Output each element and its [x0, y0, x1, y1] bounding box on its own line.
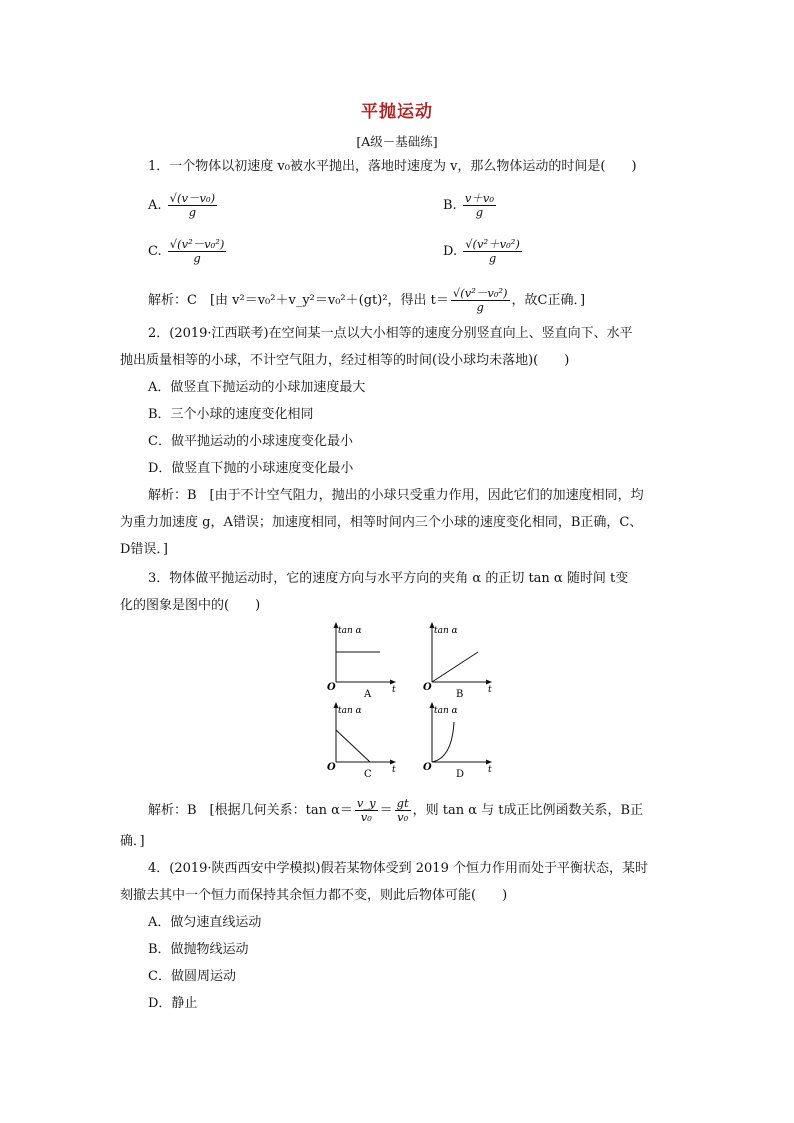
q2-option-c: C．做平抛运动的小球速度变化最小	[148, 434, 353, 449]
q1-option-c-fraction	[168, 238, 227, 265]
arrow-icon	[334, 622, 339, 628]
graph-c-curve	[336, 730, 370, 762]
fraction-numerator: √(v²＋v₀²)	[465, 237, 520, 251]
q2-option-b: B．三个小球的速度变化相同	[148, 407, 314, 422]
graph-a-y-label: tan α	[338, 626, 362, 636]
q1-option-b	[443, 192, 498, 219]
q3-stem-line2: 化的图象是图中的( )	[120, 598, 261, 613]
section-level-label: [A级－基础练]	[356, 134, 438, 149]
graph-d	[418, 700, 498, 780]
arrow-icon	[430, 702, 435, 708]
q2-stem-line1: 2．(2019·江西联考)在空间某一点以大小相等的速度分别竖直向上、竖直向下、水平	[148, 326, 633, 341]
q2-option-a: A．做竖直下抛运动的小球加速度最大	[148, 380, 366, 395]
fraction-numerator: v＋v₀	[464, 191, 494, 205]
q1-answer-fraction	[451, 287, 510, 314]
fraction-numerator: gt	[396, 796, 409, 810]
fraction-denominator: g	[475, 205, 484, 219]
arrow-icon	[486, 760, 492, 765]
q3-answer-tail: ，则 tan α 与 t成正比例函数关系，B正	[412, 803, 644, 818]
graph-a	[322, 620, 402, 700]
q2-answer-line2: 为重力加速度 g，A错误；加速度相同，相等时间内三个小球的速度变化相同，B正确，C、	[120, 515, 643, 530]
fraction-denominator: v₀	[360, 810, 372, 824]
q1-stem: 1．一个物体以初速度 v₀被水平抛出，落地时速度为 v，那么物体运动的时间是( )	[148, 159, 637, 174]
graph-c-label: C	[364, 769, 372, 780]
q1-option-b-fraction	[463, 192, 496, 219]
arrow-icon	[430, 622, 435, 628]
fraction-numerator: √(v－v₀)	[169, 191, 216, 205]
fraction-denominator: g	[476, 300, 484, 314]
q4-option-b: B．做抛物线运动	[148, 942, 249, 957]
graph-c-y-label: tan α	[338, 706, 362, 716]
q3-answer-fraction-1	[355, 797, 378, 824]
graph-a-origin: O	[327, 682, 336, 693]
graph-d-x-label: t	[488, 765, 492, 775]
arrow-icon	[390, 760, 396, 765]
q3-stem-line1: 3．物体做平抛运动时，它的速度方向与水平方向的夹角 α 的正切 tan α 随时间 t变	[148, 571, 629, 586]
q4-option-d: D．静止	[148, 996, 198, 1011]
q3-answer-line1	[148, 797, 643, 824]
graph-b-origin: O	[423, 682, 432, 693]
q1-answer-tail: ，故C正确．]	[511, 293, 586, 308]
q4-option-c: C．做圆周运动	[148, 969, 236, 984]
fraction-numerator: √(v²－v₀²)	[452, 286, 508, 300]
page-title: 平抛运动	[361, 102, 433, 122]
graph-c-x-label: t	[392, 765, 396, 775]
graph-a-label: A	[364, 689, 372, 700]
q1-option-d-label: D.	[443, 244, 458, 259]
q3-answer-fraction-2	[395, 797, 411, 824]
graph-d-label: D	[456, 769, 465, 780]
q1-option-b-label: B.	[443, 198, 457, 213]
q1-option-d-fraction	[463, 238, 522, 265]
q1-option-c-label: C.	[148, 244, 162, 259]
graph-b-x-label: t	[488, 685, 492, 695]
q1-option-d	[443, 238, 524, 265]
fraction-denominator: v₀	[397, 810, 409, 824]
graph-d-origin: O	[423, 762, 432, 773]
q3-answer-text: 解析：B [根据几何关系：tan α＝	[148, 803, 353, 818]
graph-d-y-label: tan α	[434, 706, 458, 716]
graph-b	[418, 620, 498, 700]
graph-b-y-label: tan α	[434, 626, 458, 636]
fraction-numerator: v_y	[356, 796, 376, 810]
q4-stem-line2: 刻撤去其中一个恒力而保持其余恒力都不变，则此后物体可能( )	[120, 888, 508, 903]
q2-option-d: D．做竖直下抛的小球速度变化最小	[148, 461, 354, 476]
q1-answer-text: 解析：C [由 v²＝v₀²＋v_y²＝v₀²＋(gt)²，得出 t＝	[148, 293, 449, 308]
q3-answer-equals: ＝	[379, 803, 393, 818]
graph-c	[322, 700, 402, 780]
graph-d-curve	[432, 722, 454, 762]
q1-answer	[148, 287, 585, 314]
q1-option-a-label: A.	[148, 198, 162, 213]
fraction-numerator: √(v²－v₀²)	[169, 237, 225, 251]
fraction-denominator: g	[193, 251, 201, 265]
q4-stem-line1: 4．(2019·陕西西安中学模拟)假若某物体受到 2019 个恒力作用而处于平衡状态，某时	[148, 861, 648, 876]
arrow-icon	[334, 702, 339, 708]
arrow-icon	[486, 680, 492, 685]
fraction-denominator: g	[488, 251, 497, 265]
graph-c-origin: O	[327, 762, 336, 773]
q1-option-a-fraction	[168, 192, 217, 219]
graph-b-curve	[432, 652, 478, 682]
q2-answer-line1: 解析：B [由于不计空气阻力，抛出的小球只受重力作用，因此它们的加速度相同，均	[148, 488, 644, 503]
q2-answer-line3: D错误．]	[120, 542, 168, 557]
q4-option-a: A．做匀速直线运动	[148, 915, 262, 930]
graph-b-label: B	[456, 689, 464, 700]
q3-answer-line2: 确．]	[120, 834, 145, 849]
fraction-denominator: g	[188, 205, 197, 219]
q1-option-c	[148, 238, 228, 265]
graph-a-x-label: t	[392, 685, 396, 695]
arrow-icon	[390, 680, 396, 685]
q2-stem-line2: 抛出质量相等的小球，不计空气阻力，经过相等的时间(设小球均未落地)( )	[120, 353, 570, 368]
q1-option-a	[148, 192, 219, 219]
